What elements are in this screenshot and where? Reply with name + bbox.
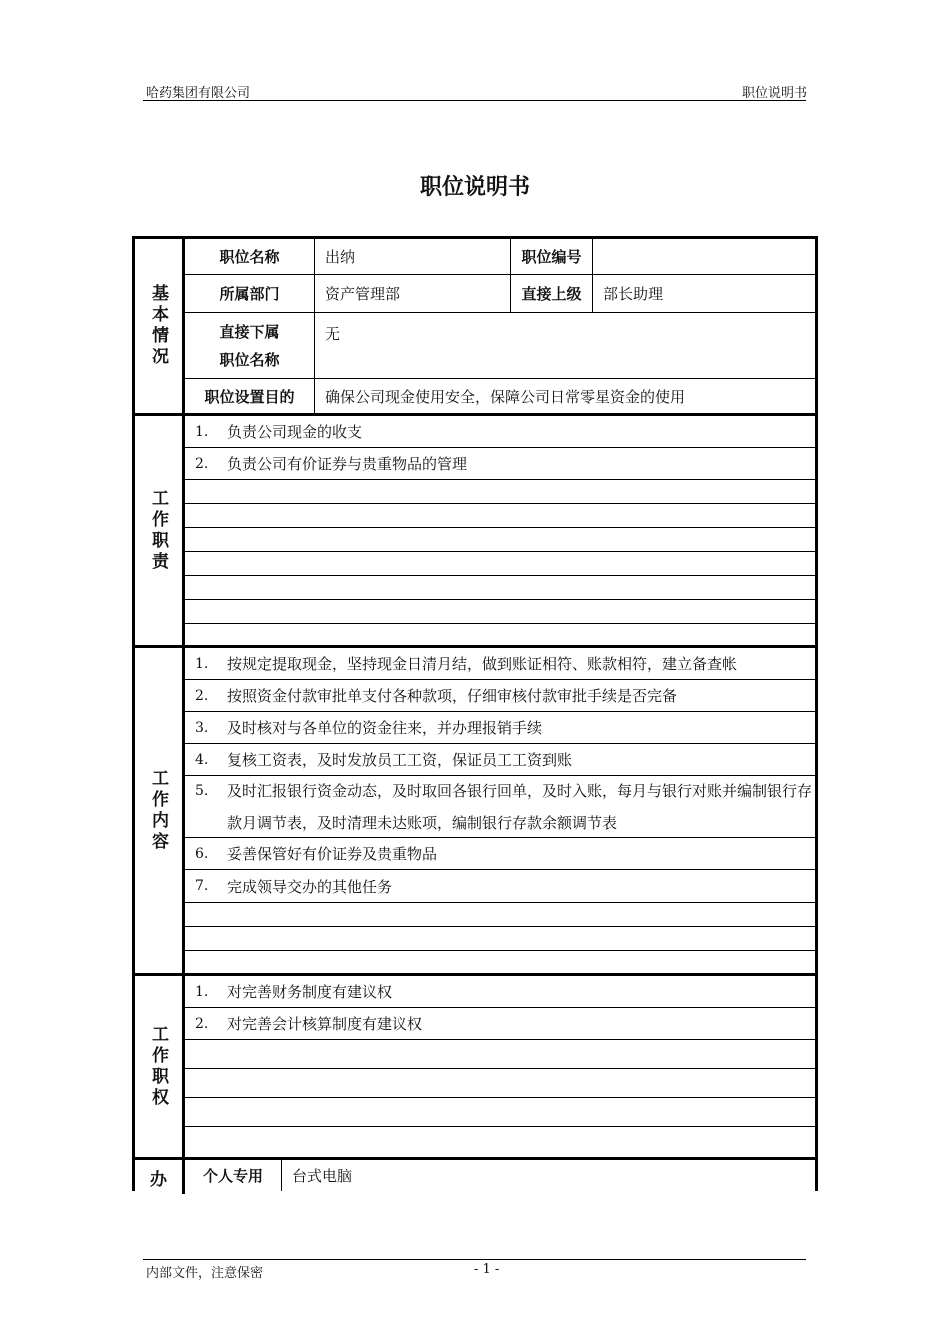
empty-row: [185, 624, 815, 645]
authority-number: 2.: [195, 1015, 209, 1032]
subordinate-label-line2: 职位名称: [219, 350, 280, 369]
list-item: [185, 976, 815, 1008]
section-label-authority: 工作职权: [135, 976, 185, 1157]
content-number: 7.: [195, 878, 209, 894]
section-label-content: 工作内容: [135, 648, 185, 973]
empty-row: [185, 1127, 815, 1157]
list-item: [185, 870, 815, 903]
list-item: [185, 776, 815, 838]
duty-number: 1.: [195, 423, 209, 440]
content-text: 及时核对与各单位的资金往来，并办理报销手续: [227, 719, 543, 737]
duty-number: 2.: [195, 455, 209, 472]
row-department: [185, 275, 815, 313]
section-authority: [135, 976, 815, 1160]
section-work-content: [135, 648, 815, 976]
empty-row: [185, 1098, 815, 1127]
subordinate-value: 无: [325, 325, 341, 343]
authority-text: 对完善财务制度有建议权: [227, 983, 393, 1001]
personal-use-value: 台式电脑: [292, 1167, 353, 1185]
position-name-label: 职位名称: [185, 239, 315, 274]
header-rule: [143, 100, 806, 101]
empty-row: [185, 1069, 815, 1098]
header-doc-type: 职位说明书: [741, 86, 807, 101]
authority-text: 对完善会计核算制度有建议权: [227, 1015, 423, 1033]
empty-row: [185, 951, 815, 973]
section-duties: [135, 416, 815, 648]
row-position-name: [185, 239, 815, 275]
list-item: [185, 838, 815, 870]
department-value: 资产管理部: [315, 275, 511, 312]
content-number: 5.: [195, 783, 209, 799]
section-office: [135, 1160, 815, 1194]
header-company: 哈药集团有限公司: [146, 86, 251, 101]
empty-row: [185, 903, 815, 927]
authority-number: 1.: [195, 983, 209, 1000]
section-label-office: 办: [135, 1160, 185, 1194]
footer-rule: [143, 1259, 806, 1260]
list-item: [185, 680, 815, 712]
content-text: 妥善保管好有价证券及贵重物品: [227, 845, 438, 863]
superior-value: 部长助理: [603, 285, 664, 303]
row-subordinate: [185, 313, 815, 379]
section-label-basic: 基本情况: [135, 239, 185, 413]
list-item: [185, 744, 815, 776]
content-text: 按规定提取现金，坚持现金日清月结，做到账证相符、账款相符，建立备查帐: [227, 655, 738, 673]
content-number: 3.: [195, 719, 209, 736]
list-item: [185, 448, 815, 480]
document-title: 职位说明书: [419, 175, 530, 200]
content-number: 6.: [195, 845, 209, 862]
content-text: 及时汇报银行资金动态，及时取回各银行回单，及时入账，每月与银行对账并编制银行存款月调节表，及时清理未达账项，编制银行存款余额调节表: [227, 782, 813, 832]
position-name-value: 出纳: [315, 239, 511, 274]
content-text: 复核工资表，及时发放员工工资，保证员工工资到账: [227, 751, 573, 769]
duty-text: 负责公司现金的收支: [227, 423, 363, 441]
empty-row: [185, 504, 815, 528]
personal-use-label: 个人专用: [185, 1160, 282, 1191]
job-description-form: [132, 236, 818, 1191]
row-personal-use: [185, 1160, 815, 1191]
section-basic-info: [135, 239, 815, 416]
list-item: [185, 648, 815, 680]
empty-row: [185, 1040, 815, 1069]
empty-row: [185, 552, 815, 576]
content-number: 1.: [195, 655, 209, 672]
empty-row: [185, 600, 815, 624]
duty-text: 负责公司有价证券与贵重物品的管理: [227, 455, 468, 473]
list-item: [185, 712, 815, 744]
subordinate-label: [185, 313, 315, 378]
list-item: [185, 1008, 815, 1040]
position-no-label: 职位编号: [511, 239, 593, 274]
section-label-duties: 工作职责: [135, 416, 185, 645]
empty-row: [185, 528, 815, 552]
content-text: 完成领导交办的其他任务: [227, 877, 393, 896]
subordinate-label-line1: 直接下属: [219, 322, 280, 341]
page-number: - 1 -: [474, 1262, 500, 1277]
list-item: [185, 416, 815, 448]
row-purpose: [185, 379, 815, 413]
superior-label: 直接上级: [511, 275, 593, 312]
purpose-value: 确保公司现金使用安全，保障公司日常零星资金的使用: [325, 387, 686, 406]
content-number: 4.: [195, 751, 209, 768]
department-label: 所属部门: [185, 275, 315, 312]
purpose-label: 职位设置目的: [185, 379, 315, 413]
empty-row: [185, 927, 815, 951]
empty-row: [185, 480, 815, 504]
empty-row: [185, 576, 815, 600]
position-no-value: [593, 239, 815, 274]
content-number: 2.: [195, 687, 209, 704]
content-text: 按照资金付款审批单支付各种款项，仔细审核付款审批手续是否完备: [227, 687, 678, 705]
footer-note: 内部文件，注意保密: [146, 1266, 264, 1281]
